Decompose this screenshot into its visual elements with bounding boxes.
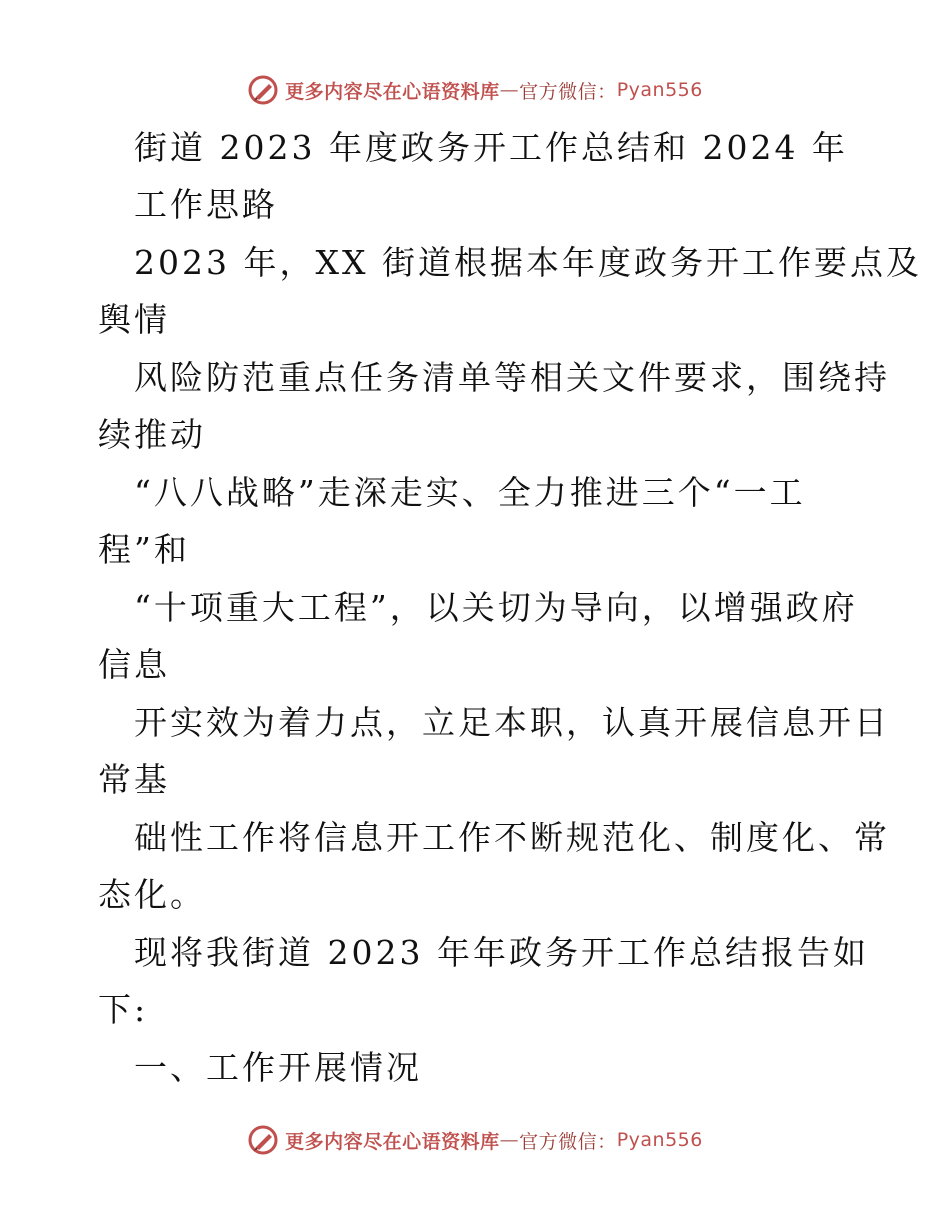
banner-wechat-label: 官方微信： <box>519 80 617 103</box>
body-line: 下: <box>98 990 149 1029</box>
footer-watermark-banner <box>0 1120 950 1160</box>
body-line: 程”和 <box>98 530 190 569</box>
banner-dash: — <box>499 79 520 101</box>
body-line: 础性工作将信息开工作不断规范化、制度化、常 <box>134 818 890 857</box>
body-line: “十项重大工程”，以关切为导向，以增强政府 <box>134 588 858 627</box>
body-line: 2023 年，XX 街道根据本年度政务开工作要点及 <box>134 243 922 282</box>
body-line: 续推动 <box>98 415 206 454</box>
body-line: 舆情 <box>98 300 170 339</box>
body-line: 常基 <box>98 760 170 799</box>
body-line: “八八战略”走深走实、全力推进三个“一工 <box>134 473 806 512</box>
banner-wechat-id: Pyan556 <box>616 1129 703 1151</box>
section-heading: 一、工作开展情况 <box>134 1048 422 1087</box>
banner-dash: — <box>499 1129 520 1151</box>
pen-logo-icon <box>247 74 279 106</box>
body-line: 开实效为着力点，立足本职，认真开展信息开日 <box>134 703 890 742</box>
pen-logo-icon <box>247 1124 279 1156</box>
body-line: 风险防范重点任务清单等相关文件要求，围绕持 <box>134 358 890 397</box>
banner-wechat-label: 官方微信： <box>519 1130 617 1153</box>
banner-promo-text: 更多内容尽在心语资料库 <box>285 80 500 103</box>
body-line: 信息 <box>98 645 170 684</box>
header-watermark-banner <box>0 70 950 110</box>
banner-wechat-id: Pyan556 <box>616 79 703 101</box>
body-line: 现将我街道 2023 年年政务开工作总结报告如 <box>134 933 869 972</box>
banner-promo-text: 更多内容尽在心语资料库 <box>285 1130 500 1153</box>
body-line: 态化。 <box>98 875 206 914</box>
doc-title-line-2: 工作思路 <box>134 185 278 224</box>
doc-title-line-1: 街道 2023 年度政务开工作总结和 2024 年 <box>134 128 848 167</box>
